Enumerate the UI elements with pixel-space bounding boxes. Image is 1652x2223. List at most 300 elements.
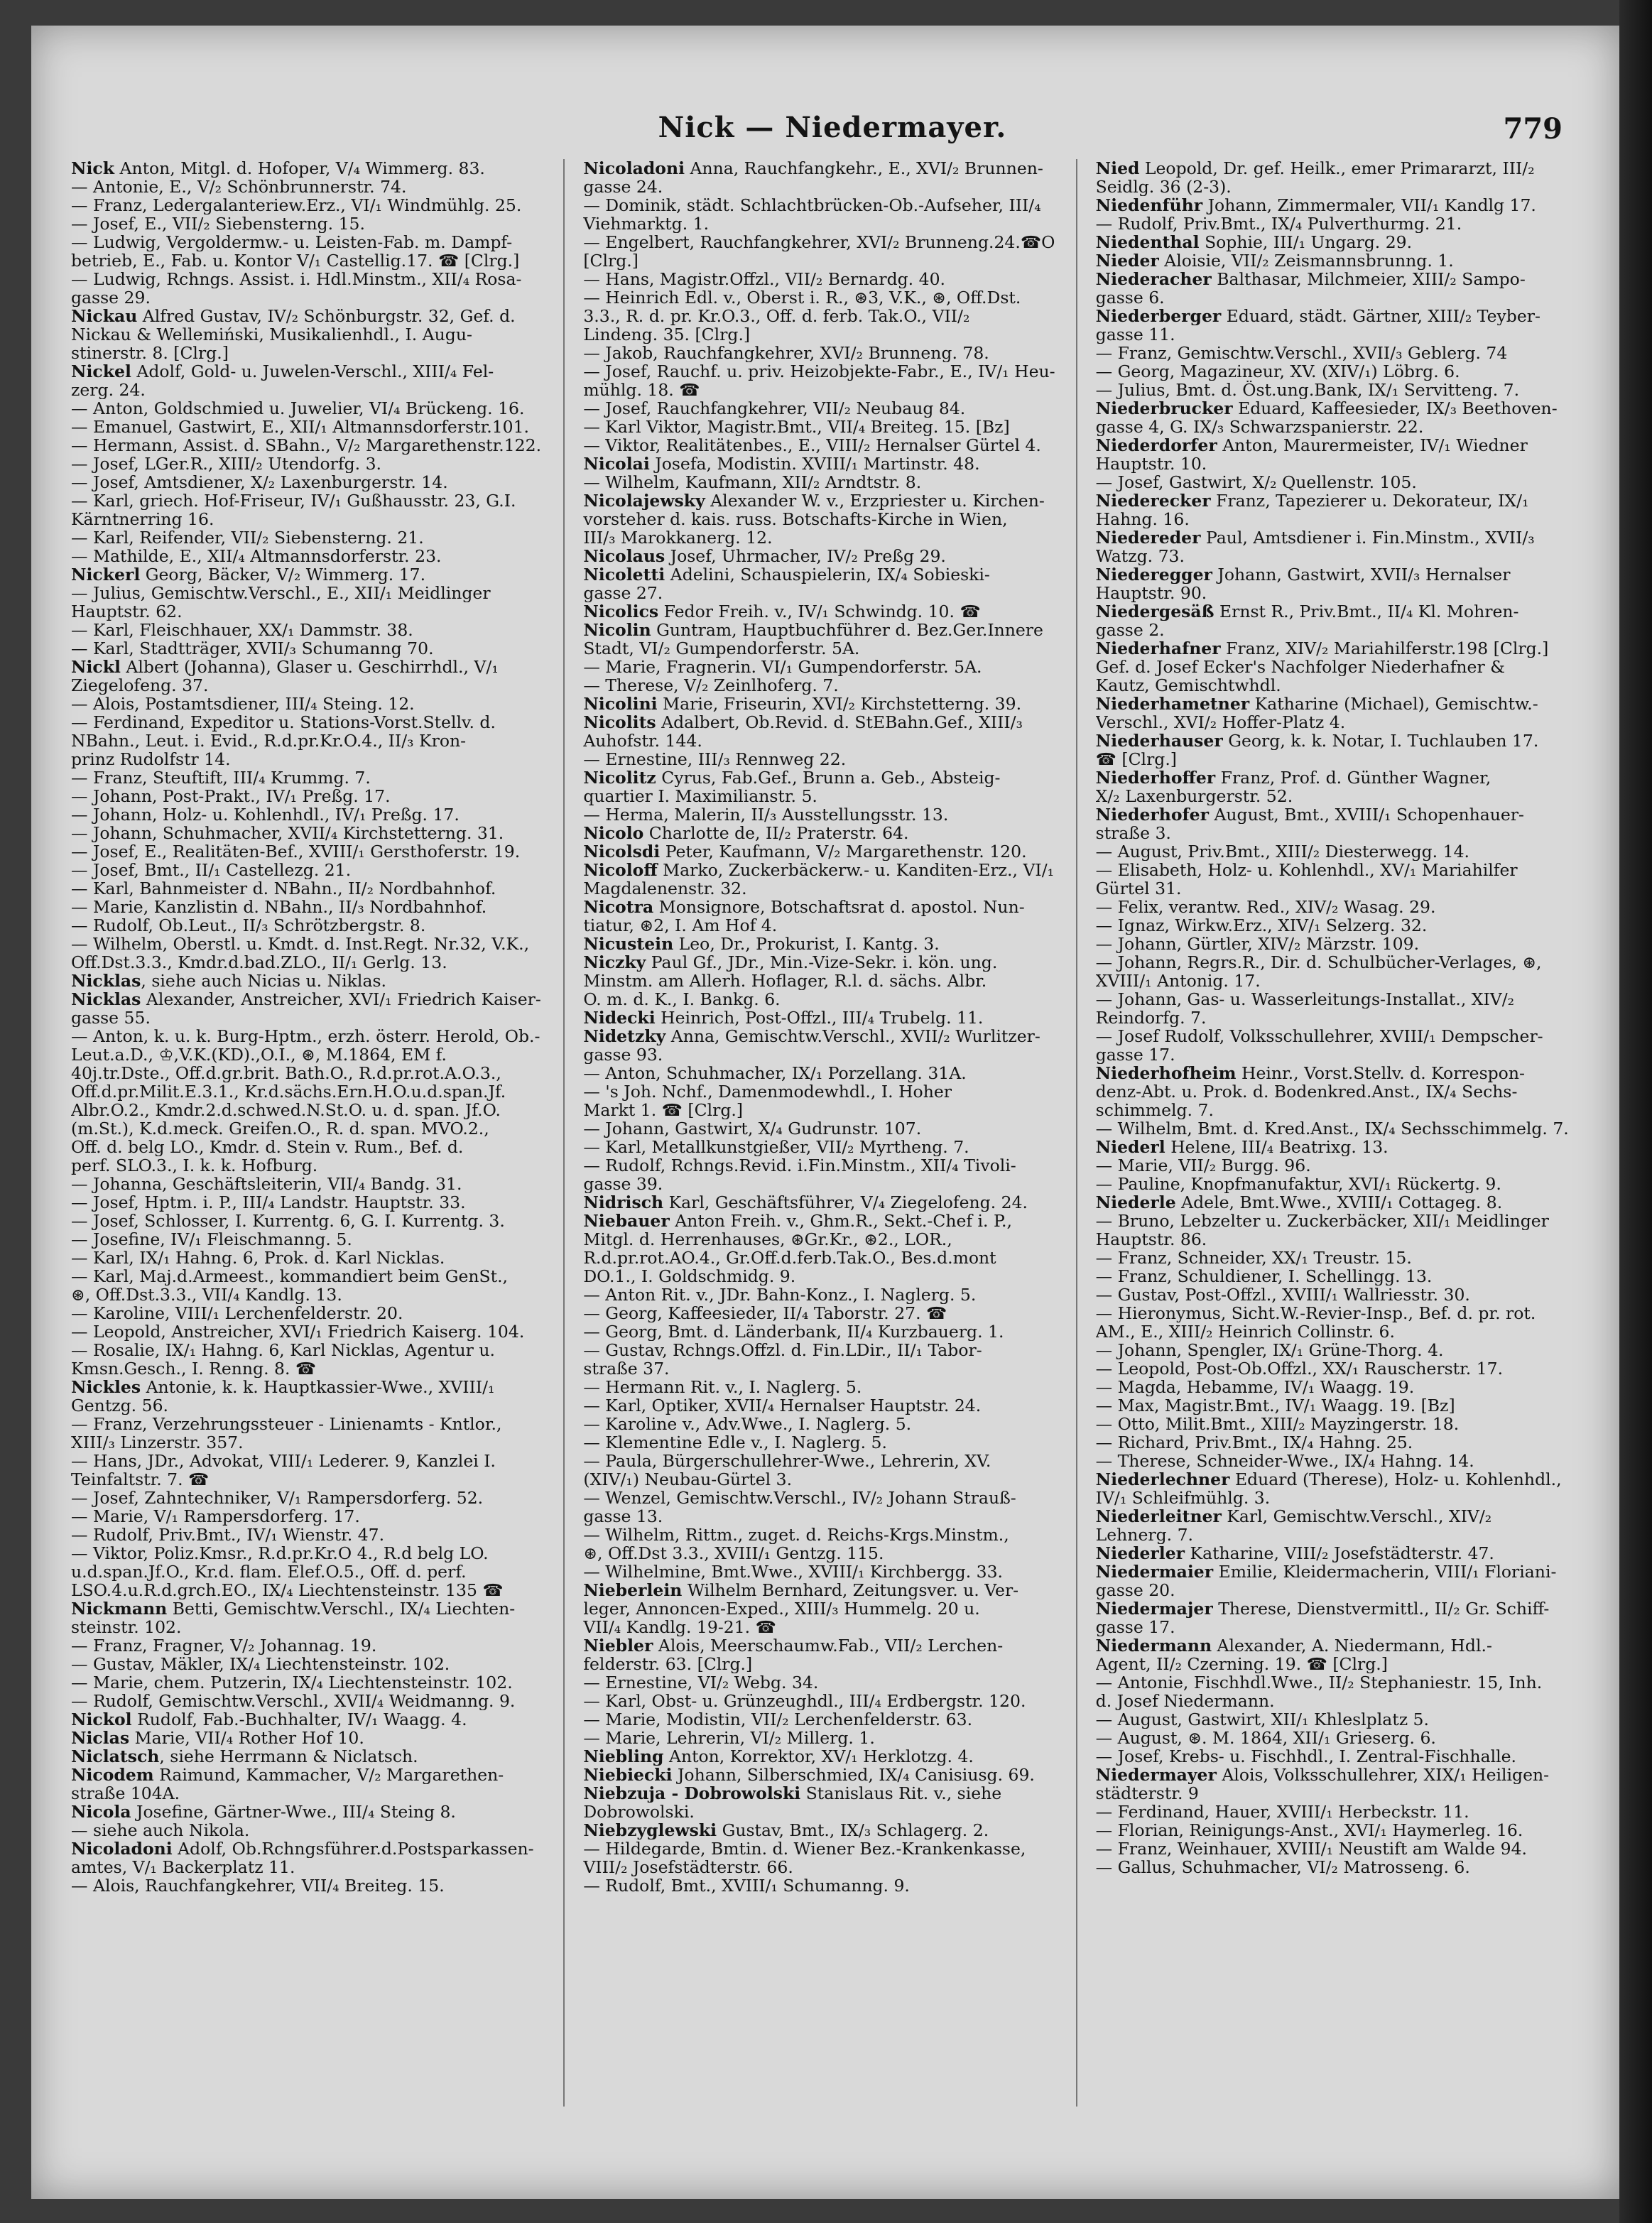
entry-text: — Therese, Schneider-Wwe., IX/₄ Hahng. 14. <box>1095 1452 1474 1470</box>
directory-entry <box>71 1526 555 1544</box>
entry-text: Anton, Maurermeister, IV/₁ Wiedner <box>1217 436 1528 455</box>
entry-text: — August, Gastwirt, XII/₁ Khleslplatz 5. <box>1095 1710 1429 1729</box>
entry-text: — Rudolf, Gemischtw.Verschl., XVII/₄ Weidmanng. 9. <box>71 1692 516 1710</box>
entry-text: — Rudolf, Rchngs.Revid. i.Fin.Minstm., XII/₄ Tivoli- <box>583 1156 1016 1175</box>
entry-surname: Nickles <box>71 1378 141 1396</box>
entry-text: gasse 20. <box>1095 1581 1175 1599</box>
entry-text: — Hans, Magistr.Offzl., VII/₂ Bernardg. 40. <box>583 270 945 288</box>
entry-text: — Max, Magistr.Bmt., IV/₁ Waagg. 19. [Bz] <box>1095 1396 1455 1415</box>
entry-text: Stanislaus Rit. v., siehe <box>800 1784 1002 1803</box>
directory-entry <box>71 861 555 879</box>
directory-entry <box>583 473 1067 491</box>
directory-entry <box>583 750 1067 768</box>
directory-entry <box>71 1636 555 1655</box>
directory-entry <box>1096 565 1581 584</box>
entry-text: Georg, Bäcker, V/₂ Wimmerg. 17. <box>140 565 426 584</box>
entry-text: — Klementine Edle v., I. Naglerg. 5. <box>583 1433 887 1452</box>
directory-entry <box>71 1876 555 1895</box>
entry-text: — August, ⊛. M. 1864, XII/₁ Grieserg. 6. <box>1095 1729 1436 1747</box>
entry-text: III/₃ Marokkanerg. 12. <box>583 528 773 547</box>
entry-surname: Nieder <box>1095 251 1159 270</box>
directory-entry <box>583 1526 1067 1544</box>
entry-text: Gef. d. Josef Ecker's Nachfolger Niederhafner & <box>1095 658 1506 676</box>
entry-surname: Niederberger <box>1095 307 1222 325</box>
directory-entry <box>1096 214 1581 233</box>
entry-text: X/₂ Laxenburgerstr. 52. <box>1095 787 1293 805</box>
entry-text: Franz, Prof. d. Günther Wagner, <box>1215 768 1491 787</box>
entry-text: — Gustav, Rchngs.Offzl. d. Fin.LDir., II/₁ Tabor- <box>583 1341 982 1359</box>
entry-text: — Karl, Metallkunstgießer, VII/₂ Myrtheng. 7. <box>583 1138 969 1156</box>
directory-entry <box>71 1138 555 1156</box>
directory-entry <box>1096 1396 1581 1415</box>
entry-surname: Niederle <box>1095 1193 1176 1212</box>
directory-entry <box>583 584 1067 602</box>
directory-entry <box>583 565 1067 584</box>
directory-entry <box>583 196 1067 214</box>
entry-surname: Niebzuja - Dobrowolski <box>583 1784 801 1803</box>
entry-text: Therese, Dienstvermittl., II/₂ Gr. Schiff- <box>1212 1599 1550 1618</box>
entry-text: — Felix, verantw. Red., XIV/₂ Wasag. 29. <box>1095 898 1436 916</box>
directory-columns <box>71 159 1589 2107</box>
entry-text: — Johann, Schuhmacher, XVII/₄ Kirchstetterng. 31. <box>71 824 504 842</box>
directory-entry <box>1096 1341 1581 1359</box>
directory-entry <box>583 1692 1067 1710</box>
entry-surname: Nieberlein <box>583 1581 683 1599</box>
entry-surname: Nicolin <box>583 621 651 639</box>
entry-text: — Marie, Fragnerin. VI/₁ Gumpendorferstr. 5A. <box>583 658 982 676</box>
directory-entry <box>1096 879 1581 898</box>
entry-text: Eduard, städt. Gärtner, XIII/₂ Teyber- <box>1221 307 1540 325</box>
directory-entry <box>71 898 555 916</box>
directory-entry <box>71 344 555 362</box>
directory-entry <box>71 676 555 695</box>
entry-surname: Nicustein <box>583 935 674 953</box>
directory-entry <box>71 787 555 805</box>
directory-entry <box>583 935 1067 953</box>
directory-entry <box>1096 233 1581 251</box>
directory-entry <box>71 399 555 418</box>
entry-surname: Niedereder <box>1095 528 1201 547</box>
entry-text: IV/₁ Schleifmühlg. 3. <box>1095 1489 1271 1507</box>
entry-text: (XIV/₁) Neubau-Gürtel 3. <box>583 1470 793 1489</box>
entry-text: Adelini, Schauspielerin, IX/₄ Sobieski- <box>665 565 990 584</box>
directory-entry <box>583 1433 1067 1452</box>
directory-entry <box>71 1267 555 1286</box>
entry-surname: Niebauer <box>583 1212 670 1230</box>
entry-surname: Niedermann <box>1095 1636 1212 1655</box>
directory-entry <box>1096 1470 1581 1489</box>
entry-text: Off.d.pr.Milit.E.3.1., Kr.d.sächs.Ern.H.O.u.d.span.Jf. <box>71 1082 506 1101</box>
entry-text: gasse 17. <box>1095 1618 1175 1636</box>
directory-entry <box>1096 584 1581 602</box>
entry-text: Heinrich, Post-Offzl., III/₄ Trubelg. 11. <box>655 1009 984 1027</box>
entry-text: Raimund, Kammacher, V/₂ Margarethen- <box>153 1766 504 1784</box>
entry-text: schimmelg. 7. <box>1095 1101 1214 1119</box>
directory-entry <box>71 1489 555 1507</box>
directory-entry <box>583 1341 1067 1359</box>
directory-entry <box>1096 362 1581 381</box>
entry-text: — Julius, Bmt. d. Öst.ung.Bank, IX/₁ Servitteng. 7. <box>1095 381 1520 399</box>
directory-entry <box>583 1803 1067 1821</box>
directory-entry <box>71 750 555 768</box>
directory-entry <box>1096 842 1581 861</box>
entry-surname: Nidecki <box>583 1009 656 1027</box>
directory-entry <box>71 1396 555 1415</box>
entry-surname: Nidrisch <box>583 1193 664 1212</box>
directory-entry <box>71 381 555 399</box>
directory-entry <box>1096 1803 1581 1821</box>
entry-text: — Antonie, E., V/₂ Schönbrunnerstr. 74. <box>71 178 407 196</box>
entry-text: städterstr. 9 <box>1095 1784 1199 1803</box>
entry-text: Watzg. 73. <box>1095 547 1185 565</box>
entry-text: Albr.O.2., Kmdr.2.d.schwed.N.St.O. u. d. span. Jf.O. <box>71 1101 501 1119</box>
directory-entry <box>1096 1599 1581 1618</box>
directory-entry <box>71 1119 555 1138</box>
entry-text: , siehe Herrmann & Niclatsch. <box>159 1747 418 1766</box>
entry-text: Marko, Zuckerbäckerw.- u. Kanditen-Erz., VI/₁ <box>657 861 1055 879</box>
entry-text: — Dominik, städt. Schlachtbrücken-Ob.-Aufseher, III/₄ <box>583 196 1041 214</box>
entry-text: Anna, Rauchfangkehr., E., XVI/₂ Brunnen- <box>685 159 1043 178</box>
entry-text: — Antonie, Fischhdl.Wwe., II/₂ Stephaniestr. 15, Inh. <box>1095 1673 1543 1692</box>
directory-entry <box>583 695 1067 713</box>
directory-entry <box>1096 1544 1581 1562</box>
entry-surname: Niederhametner <box>1095 695 1250 713</box>
directory-entry <box>71 732 555 750</box>
entry-surname: Nickau <box>71 307 138 325</box>
entry-surname: Niederegger <box>1095 565 1212 584</box>
entry-text: Auhofstr. 144. <box>583 732 702 750</box>
directory-entry <box>71 178 555 196</box>
directory-column-3 <box>1096 159 1589 2107</box>
entry-surname: Niederhauser <box>1095 732 1223 750</box>
entry-text: — Karl, Stadtträger, XVII/₃ Schumanng 70. <box>71 639 434 658</box>
directory-entry <box>583 1249 1067 1267</box>
entry-text: Johann, Zimmermaler, VII/₁ Kandlg 17. <box>1202 196 1536 214</box>
entry-text: Lindeng. 35. [Clrg.] <box>583 325 751 344</box>
entry-text: — Josef, Zahntechniker, V/₁ Rampersdorferg. 52. <box>71 1489 484 1507</box>
directory-entry <box>71 1230 555 1249</box>
entry-text: Teinfaltstr. 7. ☎ <box>71 1470 210 1489</box>
entry-text: — Anton Rit. v., JDr. Bahn-Konz., I. Naglerg. 5. <box>583 1286 977 1304</box>
entry-surname: Nickl <box>71 658 121 676</box>
entry-text: , siehe auch Nicias u. Niklas. <box>141 972 386 990</box>
directory-entry <box>1096 1064 1581 1082</box>
directory-entry <box>1096 1655 1581 1673</box>
entry-text: Hauptstr. 86. <box>1095 1230 1207 1249</box>
directory-entry <box>1096 159 1581 178</box>
entry-surname: Nicolajewsky <box>583 491 705 510</box>
directory-entry <box>583 1599 1067 1618</box>
entry-text: gasse 11. <box>1095 325 1175 344</box>
directory-entry <box>1096 621 1581 639</box>
entry-surname: Niedenführ <box>1095 196 1203 214</box>
entry-text: ☎ [Clrg.] <box>1095 750 1177 768</box>
entry-text: — Rudolf, Ob.Leut., II/₃ Schrötzbergstr. 8. <box>71 916 426 935</box>
directory-entry <box>583 1507 1067 1526</box>
entry-text: prinz Rudolfstr 14. <box>71 750 231 768</box>
entry-surname: Niederl <box>1095 1138 1165 1156</box>
directory-entry <box>1096 344 1581 362</box>
directory-entry <box>583 1230 1067 1249</box>
entry-text: Gentzg. 56. <box>71 1396 168 1415</box>
directory-entry <box>583 1858 1067 1876</box>
entry-text: Agent, II/₂ Czerning. 19. ☎ [Clrg.] <box>1095 1655 1388 1673</box>
directory-entry <box>583 732 1067 750</box>
entry-text: — Josefine, IV/₁ Fleischmanng. 5. <box>71 1230 352 1249</box>
entry-text: — Viktor, Realitätenbes., E., VIII/₂ Hernalser Gürtel 4. <box>583 436 1041 455</box>
directory-entry <box>583 233 1067 251</box>
directory-entry <box>1096 178 1581 196</box>
entry-text: — Julius, Gemischtw.Verschl., E., XII/₁ Meidlinger <box>71 584 491 602</box>
entry-text: Eduard, Kaffeesieder, IX/₃ Beethoven- <box>1232 399 1558 418</box>
directory-entry <box>583 381 1067 399</box>
directory-entry <box>583 824 1067 842</box>
directory-entry <box>1096 1452 1581 1470</box>
entry-text: steinstr. 102. <box>71 1618 182 1636</box>
entry-text: — Bruno, Lebzelter u. Zuckerbäcker, XII/₁ Meidlinger <box>1095 1212 1549 1230</box>
entry-text: — Karl, Fleischhauer, XX/₁ Dammstr. 38. <box>71 621 413 639</box>
entry-surname: Nicoladoni <box>583 159 685 178</box>
entry-text: — Josef, LGer.R., XIII/₂ Utendorfg. 3. <box>71 455 382 473</box>
entry-text: — Wilhelm, Rittm., zuget. d. Reichs-Krgs.Minstm., <box>583 1526 1009 1544</box>
entry-text: Leut.a.D., ♔,V.K.(KD).,O.I., ⊛, M.1864, EM f. <box>71 1045 447 1064</box>
entry-text: Markt 1. ☎ [Clrg.] <box>583 1101 744 1119</box>
entry-surname: Nickel <box>71 362 131 381</box>
directory-entry <box>583 768 1067 787</box>
entry-text: — Georg, Bmt. d. Länderbank, II/₄ Kurzbauerg. 1. <box>583 1322 1004 1341</box>
entry-text: — Josef, Hptm. i. P., III/₄ Landstr. Hauptstr. 33. <box>71 1193 466 1212</box>
entry-text: Hahng. 16. <box>1095 510 1190 528</box>
entry-text: Magdalenenstr. 32. <box>583 879 747 898</box>
directory-entry <box>71 473 555 491</box>
entry-text: — Anton, Schuhmacher, IX/₁ Porzellang. 31A. <box>583 1064 967 1082</box>
directory-entry <box>583 1138 1067 1156</box>
entry-text: — Rudolf, Priv.Bmt., IX/₄ Pulverthurmg. 21. <box>1095 214 1462 233</box>
entry-text: — Rudolf, Bmt., XVIII/₁ Schumanng. 9. <box>583 1876 910 1895</box>
directory-entry <box>583 307 1067 325</box>
directory-entry <box>71 159 555 178</box>
entry-text: Sophie, III/₁ Ungarg. 29. <box>1199 233 1413 251</box>
directory-column-2 <box>583 159 1077 2107</box>
entry-text: Franz, XIV/₂ Mariahilferstr.198 [Clrg.] <box>1220 639 1549 658</box>
entry-surname: Niebling <box>583 1747 664 1766</box>
directory-entry <box>583 214 1067 233</box>
directory-entry <box>71 1322 555 1341</box>
directory-entry <box>583 325 1067 344</box>
directory-entry <box>1096 787 1581 805</box>
entry-text: — Hildegarde, Bmtin. d. Wiener Bez.-Krankenkasse, <box>583 1839 1026 1858</box>
entry-text: Anton, Korrektor, XV/₁ Herklotzg. 4. <box>663 1747 974 1766</box>
entry-text: VII/₄ Kandlg. 19-21. ☎ <box>583 1618 776 1636</box>
entry-text: Katharine (Michael), Gemischtw.- <box>1249 695 1538 713</box>
entry-surname: Nicodem <box>71 1766 154 1784</box>
page-edge-shadow <box>1619 0 1652 2223</box>
entry-surname: Nicolitz <box>583 768 656 787</box>
entry-text: NBahn., Leut. i. Evid., R.d.pr.Kr.O.4., II/₃ Kron- <box>71 732 467 750</box>
entry-surname: Niedermajer <box>1095 1599 1213 1618</box>
entry-text: quartier I. Maximilianstr. 5. <box>583 787 817 805</box>
directory-entry <box>71 824 555 842</box>
entry-surname: Niczky <box>583 953 646 972</box>
entry-text: Adolf, Ob.Rchngsführer.d.Postsparkassen- <box>172 1839 534 1858</box>
entry-surname: Nied <box>1095 159 1140 178</box>
entry-text: Cyrus, Fab.Gef., Brunn a. Geb., Absteig- <box>656 768 1001 787</box>
entry-text: — Mathilde, E., XII/₄ Altmannsdorferstr. 23. <box>71 547 442 565</box>
entry-surname: Nicolini <box>583 695 658 713</box>
directory-entry <box>71 455 555 473</box>
entry-text: — Viktor, Poliz.Kmsr., R.d.pr.Kr.O 4., R.d belg LO. <box>71 1544 489 1562</box>
directory-entry <box>71 1470 555 1489</box>
entry-text: — Wilhelmine, Bmt.Wwe., XVIII/₁ Kirchbergg. 33. <box>583 1562 1004 1581</box>
entry-text: Karl, Gemischtw.Verschl., XIV/₂ <box>1221 1507 1492 1526</box>
entry-text: — Josef, Bmt., II/₁ Castellezg. 21. <box>71 861 352 879</box>
directory-entry <box>1096 602 1581 621</box>
entry-text: — Wilhelm, Kaufmann, XII/₂ Arndtstr. 8. <box>583 473 922 491</box>
directory-entry <box>583 1193 1067 1212</box>
entry-text: Hauptstr. 90. <box>1095 584 1207 602</box>
entry-text: Nickau & Wellemiński, Musikalienhdl., I. Augu- <box>71 325 472 344</box>
directory-entry <box>71 1747 555 1766</box>
entry-text: betrieb, E., Fab. u. Kontor V/₁ Castellig.17. ☎ [Clrg.] <box>71 251 520 270</box>
directory-entry <box>71 842 555 861</box>
entry-text: Alexander W. v., Erzpriester u. Kirchen- <box>705 491 1045 510</box>
entry-text: Eduard (Therese), Holz- u. Kohlenhdl., <box>1229 1470 1562 1489</box>
directory-entry <box>71 251 555 270</box>
directory-entry <box>583 251 1067 270</box>
entry-text: — Marie, Modistin, VII/₂ Lerchenfelderstr. 63. <box>583 1710 973 1729</box>
directory-entry <box>1096 381 1581 399</box>
directory-entry <box>71 1101 555 1119</box>
entry-text: — Gustav, Post-Offzl., XVIII/₁ Wallriesstr. 30. <box>1095 1286 1470 1304</box>
directory-entry <box>583 547 1067 565</box>
directory-entry <box>1096 1286 1581 1304</box>
directory-entry <box>583 1821 1067 1839</box>
directory-entry <box>71 418 555 436</box>
directory-entry <box>71 990 555 1009</box>
entry-text: Alexander, A. Niedermann, Hdl.- <box>1212 1636 1492 1655</box>
directory-entry <box>71 362 555 381</box>
entry-text: gasse 29. <box>71 288 151 307</box>
entry-text: straße 3. <box>1095 824 1171 842</box>
entry-text: — Wilhelm, Bmt. d. Kred.Anst., IX/₄ Sechsschimmelg. 7. <box>1095 1119 1569 1138</box>
directory-entry <box>583 1286 1067 1304</box>
directory-entry <box>71 233 555 251</box>
entry-text: ⊛, Off.Dst.3.3., VII/₄ Kandlg. 13. <box>71 1286 342 1304</box>
directory-entry <box>1096 750 1581 768</box>
directory-entry <box>71 436 555 455</box>
directory-entry <box>71 214 555 233</box>
entry-text: Franz, Tapezierer u. Dekorateur, IX/₁ <box>1210 491 1529 510</box>
entry-surname: Niederhofheim <box>1095 1064 1237 1082</box>
entry-text: — Karoline, VIII/₁ Lerchenfelderstr. 20. <box>71 1304 403 1322</box>
entry-text: Georg, k. k. Notar, I. Tuchlauben 17. <box>1222 732 1539 750</box>
directory-entry <box>1096 473 1581 491</box>
entry-text: Off. d. belg LO., Kmdr. d. Stein v. Rum., Bef. d. <box>71 1138 464 1156</box>
entry-text: — Paula, Bürgerschullehrer-Wwe., Lehrerin, XV. <box>583 1452 991 1470</box>
directory-entry <box>71 1359 555 1378</box>
entry-text: — Franz, Schneider, XX/₁ Treustr. 15. <box>1095 1249 1412 1267</box>
directory-entry <box>1096 1858 1581 1876</box>
entry-text: — Josef, E., VII/₂ Siebensterng. 15. <box>71 214 365 233</box>
directory-entry <box>71 491 555 510</box>
directory-entry <box>1096 491 1581 510</box>
directory-entry <box>1096 658 1581 676</box>
entry-text: — Karl Viktor, Magistr.Bmt., VII/₄ Breiteg. 15. [Bz] <box>583 418 1010 436</box>
entry-text: — Hermann Rit. v., I. Naglerg. 5. <box>583 1378 862 1396</box>
entry-text: Emilie, Kleidermacherin, VIII/₁ Floriani- <box>1213 1562 1557 1581</box>
entry-text: DO.1., I. Goldschmidg. 9. <box>583 1267 796 1286</box>
entry-text: AM., E., XIII/₂ Heinrich Collinstr. 6. <box>1095 1322 1395 1341</box>
entry-text: — Leopold, Post-Ob.Offzl., XX/₁ Rauscherstr. 17. <box>1095 1359 1504 1378</box>
entry-text: Guntram, Hauptbuchführer d. Bez.Ger.Innere <box>651 621 1043 639</box>
directory-entry <box>1096 1249 1581 1267</box>
directory-entry <box>1096 768 1581 787</box>
entry-text: — Josef, Schlosser, I. Kurrentg. 6, G. I. Kurrentg. 3. <box>71 1212 505 1230</box>
entry-surname: Niederbrucker <box>1095 399 1233 418</box>
entry-text: Wilhelm Bernhard, Zeitungsver. u. Ver- <box>682 1581 1019 1599</box>
entry-text: VIII/₂ Josefstädterstr. 66. <box>583 1858 793 1876</box>
directory-entry <box>71 1433 555 1452</box>
entry-surname: Nicolsdi <box>583 842 661 861</box>
entry-text: — Ignaz, Wirkw.Erz., XIV/₁ Selzerg. 32. <box>1095 916 1428 935</box>
directory-entry <box>71 1175 555 1193</box>
entry-text: XIII/₃ Linzerstr. 357. <box>71 1433 244 1452</box>
directory-entry <box>1096 805 1581 824</box>
entry-text: Alois, Meerschaumw.Fab., VII/₂ Lerchen- <box>653 1636 1004 1655</box>
directory-entry <box>71 1655 555 1673</box>
directory-entry <box>583 1045 1067 1064</box>
directory-entry <box>71 270 555 288</box>
entry-surname: Niedermayer <box>1095 1766 1217 1784</box>
entry-text: — Gallus, Schuhmacher, VI/₂ Matrosseng. 6. <box>1095 1858 1470 1876</box>
directory-entry <box>71 1156 555 1175</box>
directory-entry <box>71 768 555 787</box>
entry-text: gasse 39. <box>583 1175 663 1193</box>
entry-text: — Wilhelm, Oberstl. u. Kmdt. d. Inst.Regt. Nr.32, V.K., <box>71 935 530 953</box>
directory-entry <box>1096 935 1581 953</box>
entry-surname: Niedergesäß <box>1095 602 1214 621</box>
entry-text: — Karl, Bahnmeister d. NBahn., II/₂ Nordbahnhof. <box>71 879 496 898</box>
directory-entry <box>71 1415 555 1433</box>
directory-entry <box>1096 1507 1581 1526</box>
entry-text: — Elisabeth, Holz- u. Kohlenhdl., XV/₁ Mariahilfer <box>1095 861 1518 879</box>
entry-surname: Niederlechner <box>1095 1470 1230 1489</box>
directory-entry <box>71 695 555 713</box>
entry-surname: Nicoletti <box>583 565 665 584</box>
directory-entry <box>583 1415 1067 1433</box>
directory-entry <box>1096 1082 1581 1101</box>
entry-text: Marie, Friseurin, XVI/₂ Kirchstetterng. 39. <box>657 695 1022 713</box>
entry-surname: Nicoladoni <box>71 1839 173 1858</box>
directory-entry <box>583 602 1067 621</box>
entry-text: — Franz, Schuldiener, I. Schellingg. 13. <box>1095 1267 1433 1286</box>
directory-entry <box>71 1452 555 1470</box>
directory-entry <box>71 1212 555 1230</box>
directory-entry <box>583 639 1067 658</box>
entry-text: — Pauline, Knopfmanufaktur, XVI/₁ Rückertg. 9. <box>1095 1175 1501 1193</box>
entry-text: straße 37. <box>583 1359 670 1378</box>
entry-text: — Karl, Maj.d.Armeest., kommandiert beim GenSt., <box>71 1267 509 1286</box>
directory-entry <box>583 270 1067 288</box>
entry-text: — Ludwig, Rchngs. Assist. i. Hdl.Minstm., XII/₄ Rosa- <box>71 270 522 288</box>
directory-entry <box>583 1452 1067 1470</box>
directory-entry <box>583 1618 1067 1636</box>
directory-entry <box>583 842 1067 861</box>
directory-entry <box>583 1101 1067 1119</box>
entry-text: — Marie, Kanzlistin d. NBahn., II/₃ Nordbahnhof. <box>71 898 487 916</box>
entry-text: — Ernestine, VI/₂ Webg. 34. <box>583 1673 819 1692</box>
directory-entry <box>71 1692 555 1710</box>
